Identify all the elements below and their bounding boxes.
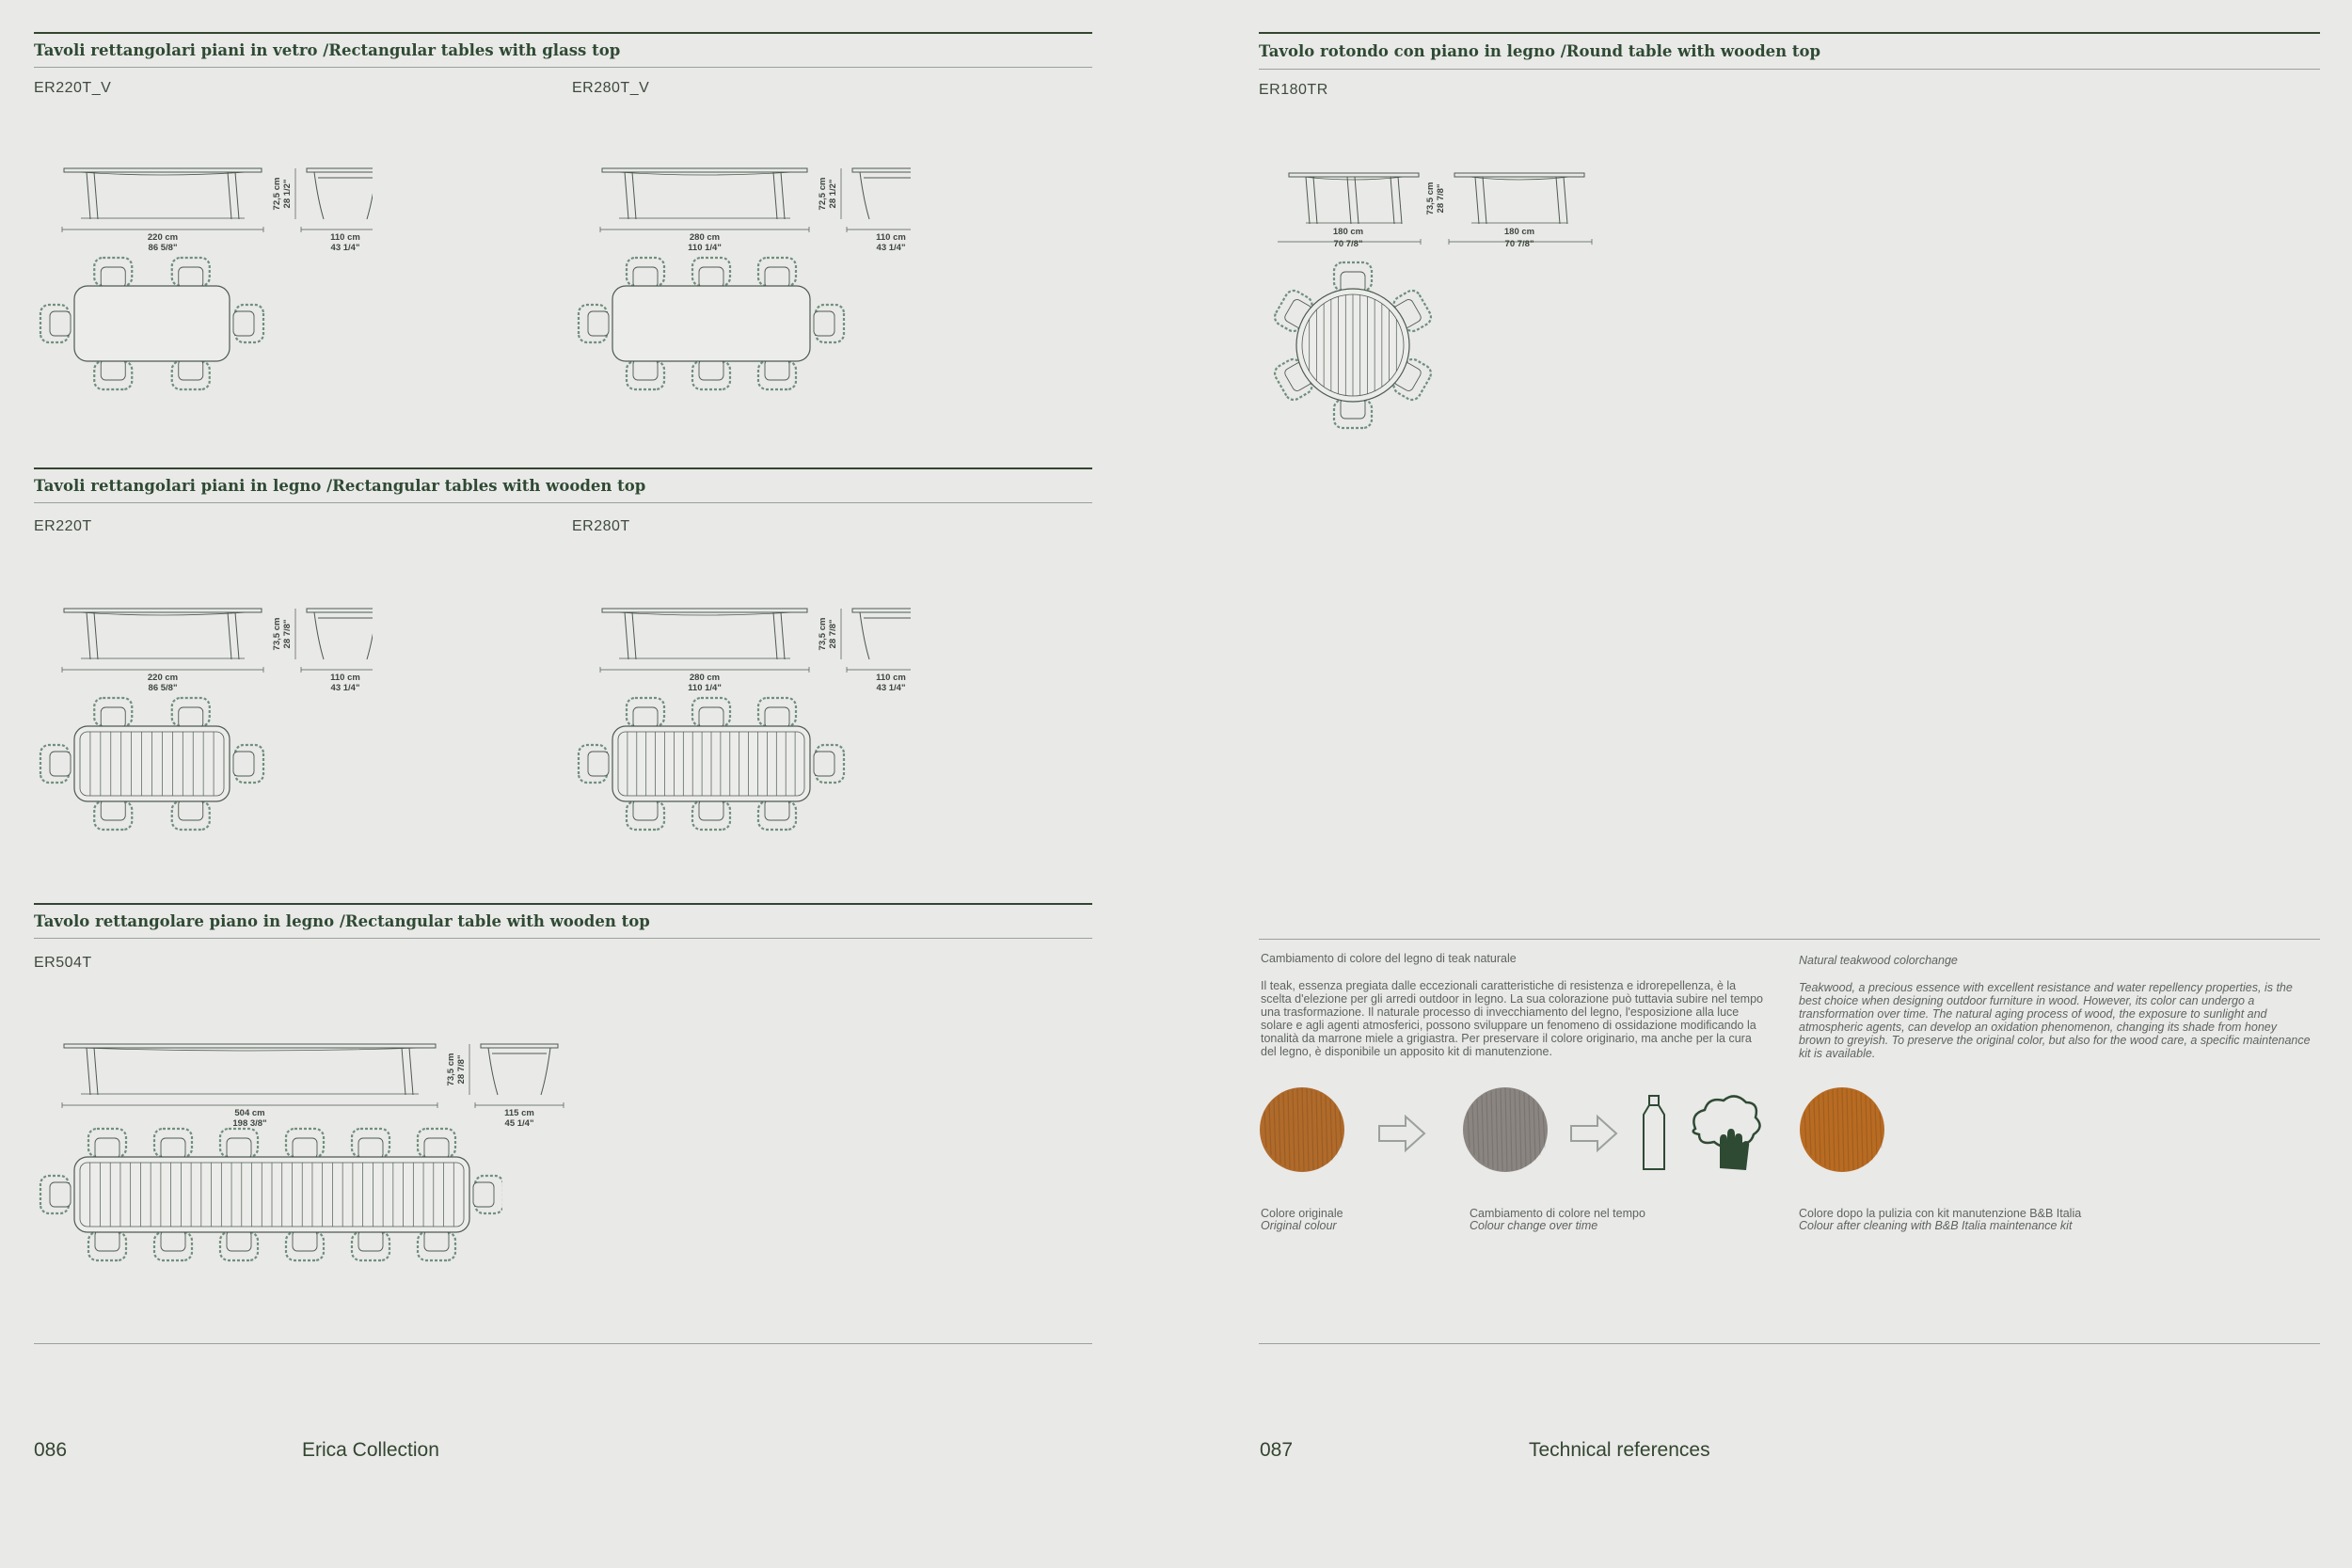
svg-text:43 1/4": 43 1/4" (330, 683, 360, 693)
svg-text:73,5 cm: 73,5 cm (272, 617, 282, 651)
product-code: ER220T (34, 518, 92, 534)
page-number: 087 (1260, 1439, 1294, 1461)
plan-drawing (32, 1101, 502, 1293)
teak-heading-it: Cambiamento di colore del legno di teak naturale (1261, 952, 1517, 965)
product-code: ER280T_V (572, 80, 650, 96)
svg-text:28 1/2": 28 1/2" (828, 179, 838, 209)
section-round-table (1259, 32, 2320, 446)
arrow-right-icon (1569, 1113, 1620, 1159)
caption-change-en: Colour change over time (1470, 1219, 1598, 1232)
teak-swatch-cleaned (1799, 1086, 1885, 1178)
svg-text:45 1/4": 45 1/4" (504, 1118, 534, 1129)
section-glass-tables (34, 32, 1092, 427)
product-code: ER180TR (1259, 82, 1328, 98)
footer-title: Technical references (1529, 1439, 1710, 1461)
product-code: ER220T_V (34, 80, 112, 96)
bottle-icon (1637, 1094, 1671, 1178)
svg-text:86 5/8": 86 5/8" (148, 683, 178, 693)
svg-text:280 cm: 280 cm (689, 673, 721, 683)
section-long-table (34, 903, 1092, 1298)
svg-text:115 cm: 115 cm (504, 1108, 534, 1118)
section-title: Tavoli rettangolari piani in vetro /Rectangular tables with glass top (34, 41, 621, 59)
page-number: 086 (34, 1439, 68, 1461)
plan-drawing (32, 230, 277, 422)
svg-text:198 3/8": 198 3/8" (232, 1118, 267, 1129)
caption-change-it: Cambiamento di colore nel tempo (1470, 1207, 1645, 1220)
round-plan-drawing (1259, 244, 1456, 455)
teak-swatch-original (1259, 1086, 1345, 1178)
footer-title: Erica Collection (302, 1439, 439, 1461)
teak-swatch-weathered (1462, 1086, 1549, 1178)
section-wooden-tables (34, 467, 1092, 863)
section-title: Tavolo rettangolare piano in legno /Rectangular table with wooden top (34, 912, 650, 930)
svg-text:110 cm: 110 cm (330, 232, 360, 243)
svg-text:70 7/8": 70 7/8" (1504, 239, 1534, 249)
section-title: Tavolo rotondo con piano in legno /Round table with wooden top (1259, 42, 1821, 60)
arrow-right-icon (1377, 1113, 1428, 1159)
svg-text:73,5 cm: 73,5 cm (818, 617, 828, 651)
left-page (34, 0, 1092, 1568)
svg-text:110 1/4": 110 1/4" (688, 243, 722, 253)
svg-text:220 cm: 220 cm (147, 673, 179, 683)
svg-text:72,5 cm: 72,5 cm (818, 177, 828, 211)
svg-text:504 cm: 504 cm (234, 1108, 265, 1118)
svg-text:28 7/8": 28 7/8" (1436, 183, 1446, 214)
plan-drawing (570, 230, 871, 422)
svg-text:110 cm: 110 cm (330, 673, 360, 683)
svg-text:70 7/8": 70 7/8" (1333, 239, 1363, 249)
caption-cleaned-it: Colore dopo la pulizia con kit manutenzione B&B Italia (1799, 1207, 2082, 1220)
svg-text:73,5 cm: 73,5 cm (446, 1053, 456, 1086)
svg-text:28 1/2": 28 1/2" (282, 179, 293, 209)
svg-text:43 1/4": 43 1/4" (330, 243, 360, 253)
svg-text:28 7/8": 28 7/8" (456, 1054, 467, 1085)
svg-text:43 1/4": 43 1/4" (876, 683, 906, 693)
svg-text:110 1/4": 110 1/4" (688, 683, 722, 693)
plan-drawing (570, 670, 871, 863)
product-code: ER280T (572, 518, 630, 534)
caption-cleaned-en: Colour after cleaning with B&B Italia maintenance kit (1799, 1219, 2073, 1232)
svg-text:280 cm: 280 cm (689, 232, 721, 243)
cleaning-hand-icon (1682, 1091, 1767, 1180)
plan-drawing (32, 670, 277, 863)
svg-text:180 cm: 180 cm (1332, 227, 1364, 237)
svg-text:73,5 cm: 73,5 cm (1425, 182, 1436, 215)
svg-text:28 7/8": 28 7/8" (282, 619, 293, 649)
svg-text:43 1/4": 43 1/4" (876, 243, 906, 253)
section-title: Tavoli rettangolari piani in legno /Rectangular tables with wooden top (34, 477, 646, 495)
teak-heading-en: Natural teakwood colorchange (1799, 954, 1958, 967)
svg-text:28 7/8": 28 7/8" (828, 619, 838, 649)
caption-original-en: Original colour (1261, 1219, 1337, 1232)
caption-original-it: Colore originale (1261, 1207, 1343, 1220)
product-code: ER504T (34, 955, 92, 971)
svg-text:220 cm: 220 cm (147, 232, 179, 243)
right-page (1259, 0, 2320, 1568)
teak-body-it: Il teak, essenza pregiata dalle eccezionali caratteristiche di resistenza e idrorepellenza, è la scelta d'elezione per gli arredi outdoor in legno. La sua colorazione può tuttavia subire nel tempo una trasformazione. Il naturale processo di invecchiamento del legno, l'esposizione alla luce solare e agli agenti atmosferici, possono sviluppare un fenomeno di ossidazione modificando la tonalità da marrone miele a grigiastra. Per preservare il colore originario, ma anche per la cura del legno, è disponibile un apposito kit di manutenzione. (1261, 979, 1763, 1058)
svg-text:86 5/8": 86 5/8" (148, 243, 178, 253)
svg-text:72,5 cm: 72,5 cm (272, 177, 282, 211)
svg-text:110 cm: 110 cm (876, 673, 906, 683)
teak-body-en: Teakwood, a precious essence with excellent resistance and water repellency properties, is the best choice when designing outdoor furniture in wood. However, its color can undergo a transformation over time. The natural aging process of wood, the exposure to sunlight and atmospheric agents, can develop an oxidation phenomenon, changing its shade from honey brown to greyish. To preserve the original color, but also for the wood care, a specific maintenance kit is available. (1799, 981, 2311, 1060)
svg-text:110 cm: 110 cm (876, 232, 906, 243)
svg-text:180 cm: 180 cm (1503, 227, 1535, 237)
